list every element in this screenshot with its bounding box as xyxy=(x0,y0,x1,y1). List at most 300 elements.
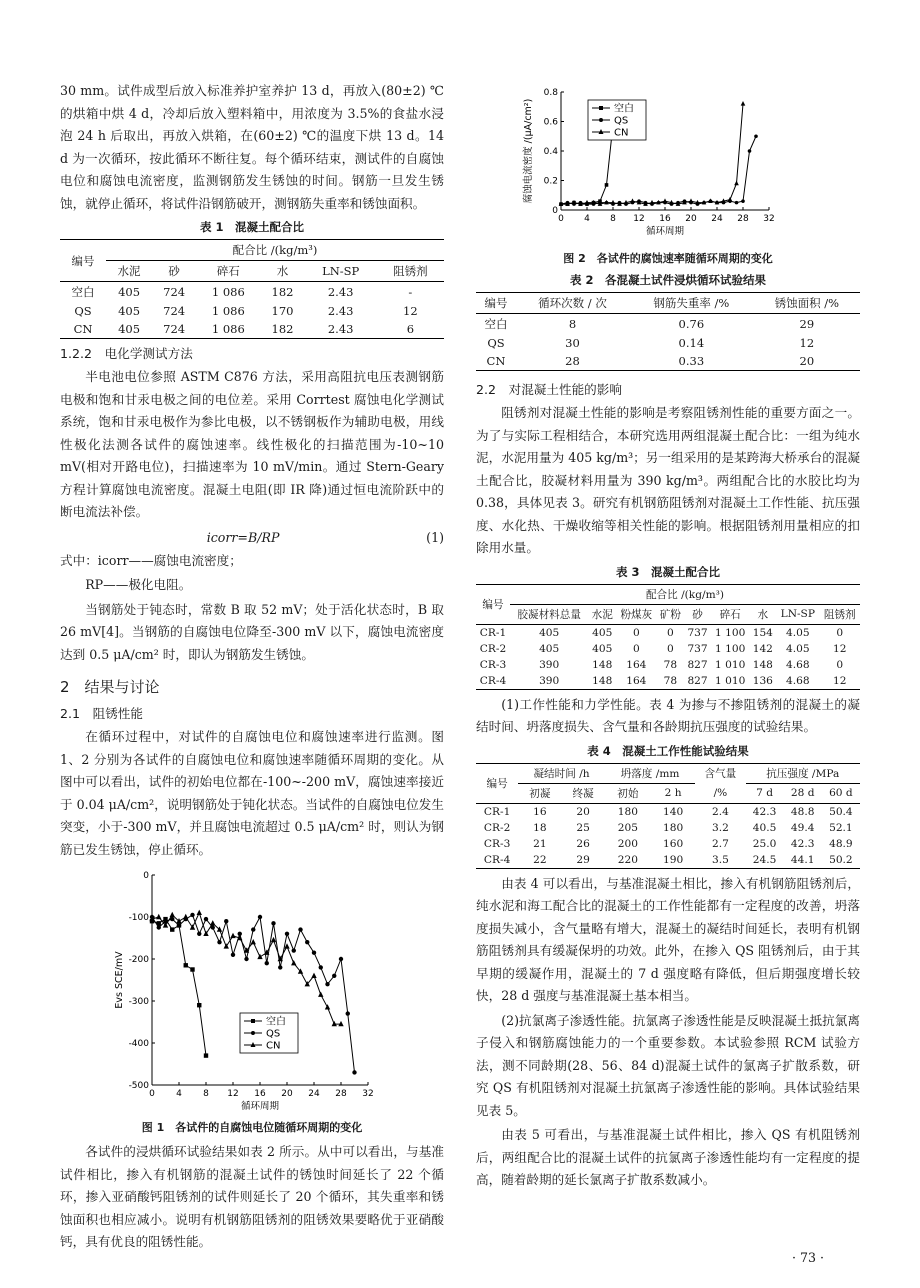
x-tick-label: 32 xyxy=(763,214,775,224)
table4-row-cell: 25.0 xyxy=(752,837,777,850)
table3-group-header: 配合比 /(kg/m³) xyxy=(510,584,860,604)
table4-row-cell: 160 xyxy=(662,837,684,850)
data-point xyxy=(157,925,161,929)
table2-row-cell: 空白 xyxy=(476,314,516,335)
legend xyxy=(588,100,646,140)
table1-row-cell: 182 xyxy=(260,282,304,303)
table4-row-cell: 20 xyxy=(562,803,605,820)
table2-row xyxy=(476,334,860,352)
table1-row-cell: 170 xyxy=(271,304,294,318)
formula-number: (1) xyxy=(426,529,444,545)
table1-row-cell: 1 086 xyxy=(196,320,260,339)
data-point xyxy=(170,927,174,931)
table4-sub-initial-set: 初凝 xyxy=(529,787,551,800)
table4-row-cell: 50.2 xyxy=(822,852,860,869)
table3-header: 矿粉 xyxy=(659,608,681,621)
table4-row-cell: 50.4 xyxy=(822,803,860,820)
table1-row-cell: 182 xyxy=(260,320,304,339)
table1-body xyxy=(60,282,444,339)
y-tick-label: -200 xyxy=(128,955,149,965)
table1-mix-proportion xyxy=(60,239,444,339)
data-point xyxy=(352,1070,356,1074)
y-tick-label: 0 xyxy=(143,871,149,881)
table2-row-cell: QS xyxy=(487,336,505,350)
table4-row-cell: 190 xyxy=(651,852,695,869)
table4-sub-final-set: 终凝 xyxy=(572,787,594,800)
data-point xyxy=(183,914,188,919)
table4-col-id: 编号 xyxy=(476,763,518,803)
table3-row-cell: 1 010 xyxy=(715,658,746,671)
table2-header: 锈蚀面积 /% xyxy=(754,293,860,314)
y-tick-label: 0.6 xyxy=(543,117,558,128)
x-tick-label: 32 xyxy=(362,1089,374,1099)
table4-group-air: 含气量 xyxy=(695,763,745,783)
paragraph-cycle-method: 30 mm。试件成型后放入标准养护室养护 13 d，再放入(80±2) ℃的烘箱中烘 4 d，冷却后放入塑料箱中，用浓度为 3.5%的食盐水浸泡 24 h 后取出，再放入烘箱，在(60±2) ℃的温度下烘 13 d。14 d 为一次循环，按此循环不断往复。每个循环结束，测试件的自腐蚀电位和腐蚀电流密度，监测钢筋发生锈蚀的时间。钢筋一旦发生锈蚀，就停止循环，将试件沿钢筋破开，测钢筋失重率和锈蚀面积。 xyxy=(60,83,444,211)
figure-2-svg xyxy=(476,86,860,244)
table3-row-cell: 737 xyxy=(684,624,711,641)
x-tick-label: 12 xyxy=(227,1089,239,1099)
heading-2-1: 2.1 阻锈性能 xyxy=(60,706,143,721)
table2-row-cell: CN xyxy=(476,352,516,371)
table1-row xyxy=(60,282,444,303)
y-tick-label: -400 xyxy=(128,1039,149,1049)
legend-marker xyxy=(251,1019,255,1023)
page-number: · 73 · xyxy=(791,1250,824,1265)
table3-row-cell: 154 xyxy=(750,624,777,641)
table4-row-cell: 42.3 xyxy=(790,837,815,850)
data-point xyxy=(251,927,255,931)
table3-row-cell: 0 xyxy=(616,624,656,641)
table3-row-cell: 148 xyxy=(752,658,773,671)
data-point xyxy=(285,932,289,936)
x-tick-label: 12 xyxy=(633,214,645,224)
table3-row-cell: 405 xyxy=(539,642,560,655)
table4-row-cell: 48.9 xyxy=(829,837,853,850)
table2-row-cell: 12 xyxy=(799,336,815,350)
data-point xyxy=(190,967,194,971)
x-tick-label: 4 xyxy=(176,1089,182,1099)
paragraph-workability-intro: (1)工作性能和力学性能。表 4 为掺与不掺阻锈剂的混凝土的凝结时间、坍落度损失、含气量和各龄期抗压强度的试验结果。 xyxy=(476,696,860,734)
table1-row-cell: 405 xyxy=(106,320,152,339)
table3-row-cell: 0 xyxy=(820,624,860,641)
data-point xyxy=(734,181,739,186)
table4-sub-60d: 60 d xyxy=(829,787,853,799)
table4-sub-air-unit: /% xyxy=(713,786,728,799)
x-axis-label: 循环周期 xyxy=(645,226,685,237)
table1-row-cell: 2.43 xyxy=(327,304,354,318)
table3-header: 阻锈剂 xyxy=(823,608,856,621)
heading-2-2: 2.2 对混凝土性能的影响 xyxy=(476,382,622,397)
table4-row-cell: 25 xyxy=(576,821,590,834)
data-point xyxy=(741,199,745,203)
paragraph-chloride-intro: (2)抗氯离子渗透性能。抗氯离子渗透性能是反映混凝土抵抗氯离子侵入和钢筋腐蚀能力的一个重要参数。本试验参照 RCM 试验方法，测不同龄期(28、56、84 d)混凝土试件的氯离子扩散系数，研究 QS 有机阻锈剂对混凝土抗氯离子渗透性能的影响。具体试验结果见表 5。 xyxy=(476,1012,860,1118)
table2-header: 编号 xyxy=(476,293,516,314)
figure-2-chart xyxy=(476,86,860,248)
table1-row-cell: 空白 xyxy=(60,282,106,303)
table4-body xyxy=(476,803,860,868)
table4-title: 表 4 混凝土工作性能试验结果 xyxy=(587,743,749,758)
table3-header: 水 xyxy=(757,608,769,621)
legend xyxy=(240,1013,298,1053)
table3-mix-proportion xyxy=(476,584,860,690)
data-point xyxy=(184,963,188,967)
table1-row-cell: 1 086 xyxy=(211,304,245,318)
table4-row-cell: CR-4 xyxy=(476,852,518,869)
table4-row-cell: 200 xyxy=(617,837,638,850)
data-point xyxy=(754,134,758,138)
legend-marker xyxy=(251,1031,255,1035)
table3-row xyxy=(476,657,860,673)
table3-row-cell: 1 010 xyxy=(711,673,750,690)
section-2-heading: 2 结果与讨论 xyxy=(60,678,160,696)
data-point xyxy=(311,973,316,978)
table3-row-cell: 12 xyxy=(820,673,860,690)
table3-row-cell: CR-2 xyxy=(479,642,507,655)
data-point xyxy=(292,948,296,952)
table3-body xyxy=(476,624,860,689)
legend-label: 空白 xyxy=(266,1016,286,1028)
table3-row-cell: 4.68 xyxy=(776,673,819,690)
table2-header: 钢筋失重率 /% xyxy=(629,293,754,314)
table1-header: 阻锈剂 xyxy=(393,264,428,278)
table3-row-cell: 0 xyxy=(657,624,685,641)
table3-row-cell: 78 xyxy=(663,658,678,671)
table4-group-strength: 抗压强度 /MPa xyxy=(746,763,860,783)
x-tick-label: 8 xyxy=(610,214,616,224)
table3-row-cell: 0 xyxy=(632,642,640,655)
y-axis-label: 腐蚀电流密度 /(μA/cm²) xyxy=(523,98,534,204)
table3-row-cell: 78 xyxy=(657,673,685,690)
y-axis-label: Evs SCE/mV xyxy=(114,951,125,1009)
table3-row-cell: 0 xyxy=(667,642,674,655)
paragraph-concrete-performance: 阻锈剂对混凝土性能的影响是考察阻锈剂性能的重要方面之一。为了与实际工程相结合，本研究选用两组混凝土配合比：一组为纯水泥，水泥用量为 405 kg/m³；另一组采用的是某跨海大桥承台的混凝土配合比，胶凝材料用量为 390 kg/m³。两组配合比的水胶比均为 0.38，具体见表 3。研究有机钢筋阻锈剂对混凝土工作性能、抗压强度、水化热、干燥收缩等相关性能的影响。根据阻锈剂用量相应的扣除用水量。 xyxy=(476,405,860,555)
x-tick-label: 20 xyxy=(685,214,697,224)
table4-row xyxy=(476,852,860,869)
table4-row-cell: 42.3 xyxy=(746,803,784,820)
y-tick-label: 0.8 xyxy=(543,88,558,98)
table4-row-cell: CR-1 xyxy=(476,803,518,820)
table4-row-cell: 2.4 xyxy=(695,803,745,820)
table3-row-cell: 827 xyxy=(687,658,708,671)
x-axis-label: 循环周期 xyxy=(240,1101,280,1112)
table1-row-cell: 12 xyxy=(403,304,418,318)
paragraph-table4-discussion: 由表 4 可以看出，与基准混凝土相比，掺入有机钢筋阻锈剂后，纯水泥和海工配合比的混凝土的工作性能都有一定程度的改善，坍落度损失减小，含气量略有增大，混凝土的凝结时间延长，表明有机钢筋阻锈剂具有缓凝保坍的功效。此外，在掺入 QS 阻锈剂后，由于其早期的缓凝作用，混凝土的 7 d 强度略有降低，但后期强度增长较快，28 d 强度与基准混凝土基本相当。 xyxy=(476,875,860,1003)
data-point xyxy=(741,101,746,106)
table3-row-cell: 164 xyxy=(616,673,656,690)
figure-2-caption: 图 2 各试件的腐蚀速率随循环周期的变化 xyxy=(563,252,773,265)
table2-row-cell: 0.14 xyxy=(678,336,705,350)
table4-row-cell: CR-3 xyxy=(483,837,511,850)
formula-where-2: RP——极化电阻。 xyxy=(85,577,192,592)
table2-row-cell: 0.33 xyxy=(629,352,754,371)
x-tick-label: 20 xyxy=(281,1089,293,1099)
series-line xyxy=(152,913,341,1024)
legend-marker xyxy=(599,106,603,110)
table4-row-cell: 220 xyxy=(605,852,651,869)
right-column xyxy=(476,86,860,1194)
table1-header: 水 xyxy=(276,264,289,278)
y-tick-label: -100 xyxy=(128,913,149,923)
series-line xyxy=(561,136,756,204)
x-tick-label: 0 xyxy=(149,1089,155,1099)
table3-subheader-row xyxy=(476,604,860,624)
data-point xyxy=(224,919,228,923)
table2-row-cell: 28 xyxy=(516,352,629,371)
table1-header: 碎石 xyxy=(216,264,240,278)
data-point xyxy=(630,198,635,203)
table4-row-cell: 16 xyxy=(518,803,561,820)
data-point xyxy=(728,197,733,202)
data-point xyxy=(177,923,181,927)
table3-header: 水泥 xyxy=(591,608,613,621)
data-point xyxy=(271,921,275,925)
data-point xyxy=(258,915,262,919)
data-point xyxy=(735,201,739,205)
data-point xyxy=(197,910,202,915)
table3-row-cell: 0 xyxy=(836,658,844,671)
data-point xyxy=(156,914,161,919)
series-1 xyxy=(559,134,758,205)
x-tick-label: 24 xyxy=(711,214,723,224)
table4-row-cell: 48.8 xyxy=(784,803,822,820)
formula-expression: icorr=B/RP xyxy=(206,529,280,545)
table1-header: 水泥 xyxy=(117,264,141,278)
table3-row-cell: 390 xyxy=(539,658,560,671)
table3-row-cell: 405 xyxy=(592,642,613,655)
table3-row-cell: 4.68 xyxy=(786,658,810,671)
x-tick-label: 0 xyxy=(558,214,564,224)
data-point xyxy=(291,960,296,965)
x-tick-label: 28 xyxy=(737,214,749,224)
table4-row-cell: 3.2 xyxy=(711,821,729,834)
data-point xyxy=(217,940,221,944)
table2-header: 循环次数 / 次 xyxy=(516,293,629,314)
x-tick-label: 24 xyxy=(308,1089,320,1099)
data-point xyxy=(244,957,248,961)
table2-body xyxy=(476,314,860,371)
table4-group-setting: 凝结时间 /h xyxy=(518,763,605,783)
table3-row-cell: 827 xyxy=(684,673,711,690)
table1-title: 表 1 混凝土配合比 xyxy=(199,220,304,234)
legend-marker xyxy=(599,118,603,122)
table2-row-cell: 20 xyxy=(754,352,860,371)
data-point xyxy=(197,1003,201,1007)
table1-row-cell: 2.43 xyxy=(305,320,377,339)
table3-row-cell: 405 xyxy=(588,624,616,641)
table3-row-cell: 164 xyxy=(626,658,647,671)
data-point xyxy=(231,953,235,957)
table4-row-cell: 44.1 xyxy=(784,852,822,869)
y-tick-label: -500 xyxy=(128,1081,149,1091)
table3-row-cell: 737 xyxy=(687,642,708,655)
data-point xyxy=(332,974,336,978)
table4-row-cell: 22 xyxy=(518,852,561,869)
series-0 xyxy=(150,917,208,1058)
heading-1-2-2: 1.2.2 电化学测试方法 xyxy=(60,346,193,361)
table3-header: LN-SP xyxy=(780,608,815,620)
paragraph-b-constant: 当钢筋处于钝态时，常数 B 取 52 mV；处于活化状态时，B 取 26 mV[4]。当钢筋的自腐蚀电位降至-300 mV 以下，腐蚀电流密度达到 0.5 μA/cm² 时，即认为钢筋发生锈蚀。 xyxy=(60,601,444,662)
table3-row-cell: 1 100 xyxy=(715,642,746,655)
table4-row-cell: 52.1 xyxy=(829,821,853,834)
data-point xyxy=(170,912,175,917)
table3-header: 粉煤灰 xyxy=(620,608,653,621)
table4-row-cell: 40.5 xyxy=(752,821,777,834)
data-point xyxy=(210,920,215,925)
table4-row-cell: 205 xyxy=(617,821,638,834)
data-point xyxy=(663,198,668,203)
data-point xyxy=(748,149,752,153)
table4-row-cell: 21 xyxy=(533,837,547,850)
table3-row-cell: 142 xyxy=(752,642,773,655)
paragraph-table2-discussion: 各试件的浸烘循环试验结果如表 2 所示。从中可以看出，与基准试件相比，掺入有机钢筋的混凝土试件的锈蚀时间延长了 22 个循环，掺入亚硝酸钙阻锈剂的试件则延长了 20 个循环，其失重率和锈蚀面积也相应减小。说明有机钢筋阻锈剂的阻锈效果要略优于亚硝酸钙，具有优良的阻锈性能。 xyxy=(60,1144,444,1249)
data-point xyxy=(305,940,309,944)
paragraph-electrochem: 半电池电位参照 ASTM C876 方法，采用高阻抗电压表测钢筋电极和饱和甘汞电极之间的电位差。采用 Corrtest 腐蚀电化学测试系统，饱和甘汞电极作为参比电极，以不锈钢板作为辅助电极，用线性极化法测各试件的腐蚀速率。线性极化的扫描范围为-10~10 mV(相对开路电位)，扫描速率为 10 mV/min。通过 Stern-Geary 方程计算腐蚀电流密度。混凝土电阻(即 IR 降)通过恒电流阶跃中的断电流法补偿。 xyxy=(60,369,444,519)
table1-header: LN-SP xyxy=(322,264,360,278)
table3-header: 胶凝材料总量 xyxy=(517,608,581,621)
x-tick-label: 16 xyxy=(254,1089,266,1099)
table1-row-cell: 2.43 xyxy=(305,282,377,303)
x-tick-label: 8 xyxy=(203,1089,209,1099)
table3-header: 碎石 xyxy=(719,608,741,621)
formula-where-1: 式中：icorr——腐蚀电流密度； xyxy=(60,552,242,568)
table2-row-cell: 30 xyxy=(565,336,580,350)
legend-label: CN xyxy=(614,127,629,139)
data-point xyxy=(230,933,235,938)
table4-sub-slump-2h: 2 h xyxy=(664,787,682,799)
data-point xyxy=(278,965,282,969)
legend-label: QS xyxy=(614,115,629,127)
paragraph-rust-inhibition: 在循环过程中，对试件的自腐蚀电位和腐蚀速率进行监测。图 1、2 分别为各试件的自腐蚀电位和腐蚀速率随循环周期的变化。从图中可以看出，试件的初始电位都在-100~-200 mV，腐蚀速率接近于 0.04 μA/cm²，说明钢筋处于钝化状态。当试件的自腐蚀电位发生突变，小于-300 mV，并且腐蚀电流超过 0.5 μA/cm² 时，则认为钢筋已发生锈蚀，停止循环。 xyxy=(60,729,444,857)
data-point xyxy=(257,954,262,959)
table4-row xyxy=(476,836,860,852)
table4-row-cell: 29 xyxy=(562,852,605,869)
table3-col-id: 编号 xyxy=(476,584,510,624)
table1-row-cell: QS xyxy=(74,304,92,318)
table1-row xyxy=(60,320,444,339)
table1-row-cell: 724 xyxy=(152,282,196,303)
table4-row-cell: 2.7 xyxy=(711,837,729,850)
left-column xyxy=(60,80,444,1256)
table3-row-cell: 390 xyxy=(510,673,588,690)
data-point xyxy=(204,917,208,921)
table2-row-cell: 0.76 xyxy=(629,314,754,335)
data-point xyxy=(190,913,194,917)
table4-sub-slump-initial: 初始 xyxy=(617,787,639,800)
table3-row-cell: 4.05 xyxy=(786,642,810,655)
table1-row-cell: 1 086 xyxy=(196,282,260,303)
legend-label: QS xyxy=(266,1028,281,1040)
table4-row-cell: 180 xyxy=(605,803,651,820)
y-tick-label: 0.2 xyxy=(543,176,558,187)
data-point xyxy=(298,927,302,931)
x-tick-label: 4 xyxy=(584,214,590,224)
data-point xyxy=(204,1053,208,1057)
table4-row-cell: 26 xyxy=(576,837,590,850)
table4-row-cell: 18 xyxy=(533,821,547,834)
table4-row-cell: 24.5 xyxy=(746,852,784,869)
table2-row xyxy=(476,314,860,335)
table4-row-cell: 180 xyxy=(662,821,684,834)
table4-workability xyxy=(476,763,860,869)
table1-row-cell: 405 xyxy=(118,304,141,318)
table2-cycle-results xyxy=(476,292,860,371)
table1-col-id: 编号 xyxy=(60,240,106,282)
table1-group-header: 配合比 /(kg/m³) xyxy=(106,240,444,261)
y-tick-label: -300 xyxy=(128,997,149,1007)
table3-row-cell: 136 xyxy=(750,673,777,690)
table1-row-cell: 724 xyxy=(163,304,186,318)
data-point xyxy=(689,198,694,203)
legend-label: CN xyxy=(266,1040,281,1052)
paragraph-chloride-result: 由表 5 可看出，与基准混凝土试件相比，掺入 QS 有机阻锈剂后，两组配合比的混凝土试件的抗氯离子渗透性能均有一定程度的提高，随着龄期的延长氯离子扩散系数减小。 xyxy=(476,1127,860,1187)
table4-row-cell: 3.5 xyxy=(695,852,745,869)
table2-title: 表 2 各混凝土试件浸烘循环试验结果 xyxy=(569,273,766,287)
table2-row-cell: 8 xyxy=(516,314,629,335)
table3-row-cell: 148 xyxy=(592,658,613,671)
table3-row-cell: 4.05 xyxy=(776,624,819,641)
data-point xyxy=(265,961,269,965)
y-tick-label: 0 xyxy=(552,206,558,216)
legend-label: 空白 xyxy=(614,103,634,115)
table2-row-cell: 29 xyxy=(754,314,860,335)
data-point xyxy=(197,932,201,936)
table4-row-cell: 140 xyxy=(651,803,695,820)
data-point xyxy=(325,982,329,986)
table3-header: 砂 xyxy=(692,608,703,621)
table3-row-cell: 12 xyxy=(833,642,847,655)
data-point xyxy=(325,1004,330,1009)
table3-row-cell: CR-4 xyxy=(476,673,510,690)
series-line xyxy=(152,919,206,1056)
table1-row-cell: 6 xyxy=(377,320,444,339)
data-point xyxy=(346,1011,350,1015)
table3-row-cell: 148 xyxy=(588,673,616,690)
table4-group-slump: 坍落度 /mm xyxy=(605,763,695,783)
data-point xyxy=(319,965,323,969)
table3-row-cell: CR-1 xyxy=(476,624,510,641)
table1-row-cell: 724 xyxy=(152,320,196,339)
table4-row-cell: CR-2 xyxy=(483,821,511,834)
x-tick-label: 28 xyxy=(335,1089,347,1099)
series-2 xyxy=(559,101,746,206)
table4-row xyxy=(476,820,860,836)
table3-row xyxy=(476,673,860,690)
table3-title: 表 3 混凝土配合比 xyxy=(615,564,720,579)
y-tick-label: 0.4 xyxy=(543,147,558,157)
x-tick-label: 16 xyxy=(659,214,671,224)
table3-row xyxy=(476,641,860,657)
table3-row-cell: 1 100 xyxy=(711,624,750,641)
data-point xyxy=(318,992,323,997)
table1-row-cell: 405 xyxy=(106,282,152,303)
table3-row-cell: CR-3 xyxy=(479,658,507,671)
table1-row-cell: CN xyxy=(60,320,106,339)
figure-1-svg xyxy=(60,863,444,1113)
data-point xyxy=(605,183,609,187)
table3-row xyxy=(476,624,860,641)
formula-1 xyxy=(60,526,444,550)
table4-sub-7d: 7 d xyxy=(756,787,774,799)
figure-1-chart xyxy=(60,863,444,1117)
table1-row-cell: - xyxy=(377,282,444,303)
table4-row-cell: 49.4 xyxy=(790,821,815,834)
table4-sub-28d: 28 d xyxy=(790,787,815,799)
data-point xyxy=(312,951,316,955)
table1-header: 砂 xyxy=(168,264,180,278)
table4-row xyxy=(476,803,860,820)
table3-row-cell: 405 xyxy=(510,624,588,641)
table2-row xyxy=(476,352,860,371)
